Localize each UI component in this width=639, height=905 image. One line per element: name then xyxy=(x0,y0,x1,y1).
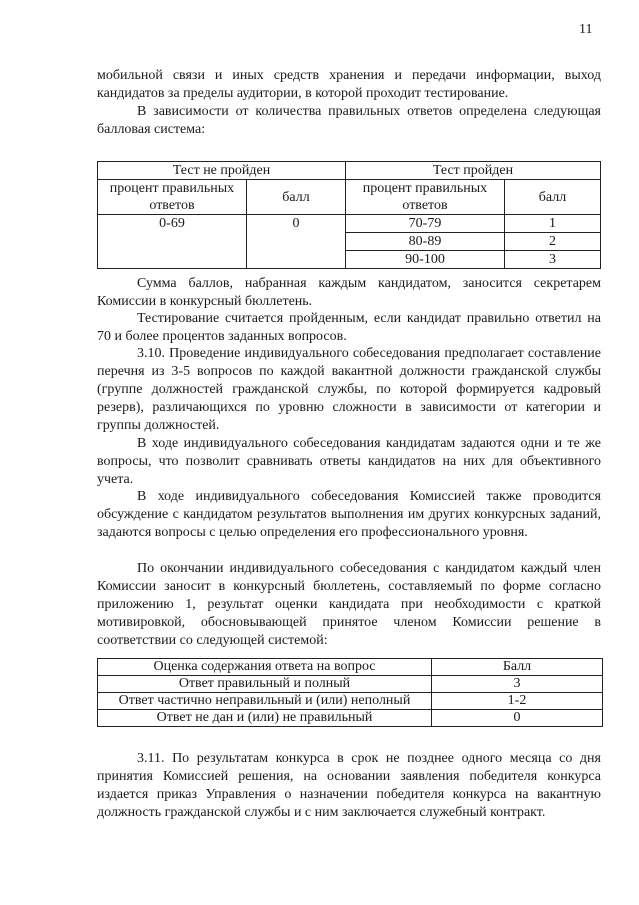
pass-score-header: балл xyxy=(505,180,601,215)
eval-row-score: 1-2 xyxy=(432,693,603,710)
eval-row-label: Ответ не дан и (или) не правильный xyxy=(98,710,432,727)
fail-header: Тест не пройден xyxy=(98,162,346,180)
eval-header-right: Балл xyxy=(432,659,603,676)
fail-pct-header: процент правильных ответов xyxy=(98,180,247,215)
pass-score-value: 3 xyxy=(505,251,601,269)
paragraph-same-questions: В ходе индивидуального собеседования кандидатам задаются одни и те же вопросы, что позволит сравнивать ответы кандидатов на них для объективного учета. xyxy=(97,436,601,487)
score-table xyxy=(97,161,601,269)
eval-row-score: 3 xyxy=(432,676,603,693)
paragraph-3-11: 3.11. По результатам конкурса в срок не позднее одного месяца со дня принятия Комиссией решения, на основании заявления победителя конкурса издается приказ Управления о назначении победителя конкурса на вакантную должность гражданской службы и с ним заключается служебный контракт. xyxy=(97,751,601,820)
eval-row-label: Ответ частично неправильный и (или) неполный xyxy=(98,693,432,710)
page-number: 11 xyxy=(579,22,593,37)
paragraph-sum-of-scores: Сумма баллов, набранная каждым кандидатом, заносится секретарем Комиссии в конкурсный бюллетень. xyxy=(97,276,601,309)
paragraph-continuation: мобильной связи и иных средств хранения и передачи информации, выход кандидатов за пределы аудитории, в которой проходит тестирование. xyxy=(97,68,601,101)
pass-score-value: 1 xyxy=(505,215,601,233)
pass-score-value: 2 xyxy=(505,233,601,251)
paragraph-3-10: 3.10. Проведение индивидуального собеседования предполагает составление перечня из 3-5 вопросов по каждой вакантной должности гражданской службы (группе должностей гражданской службы, по которой формируется кадровый резерв), различающихся по уровню сложности в зависимости от категории и группы должностей. xyxy=(97,346,601,433)
paragraph-score-system-intro: В зависимости от количества правильных ответов определена следующая балловая система: xyxy=(97,104,601,137)
pass-header: Тест пройден xyxy=(346,162,601,180)
evaluation-table xyxy=(97,658,603,727)
paragraph-discussion: В ходе индивидуального собеседования Комиссией также проводится обсуждение с кандидатом результатов выполнения им других конкурсных заданий, задаются вопросы с целью определения его профессионального уровня. xyxy=(97,489,601,540)
pass-pct-value: 70-79 xyxy=(346,215,505,233)
fail-pct-value: 0-69 xyxy=(98,215,247,269)
pass-pct-value: 90-100 xyxy=(346,251,505,269)
fail-score-header: балл xyxy=(247,180,346,215)
eval-row-score: 0 xyxy=(432,710,603,727)
eval-header-left: Оценка содержания ответа на вопрос xyxy=(98,659,432,676)
paragraph-test-passed: Тестирование считается пройденным, если кандидат правильно ответил на 70 и более процентов заданных вопросов. xyxy=(97,311,601,344)
paragraph-evaluation: По окончании индивидуального собеседования с кандидатом каждый член Комиссии заносит в конкурсный бюллетень, составляемый по форме согласно приложению 1, результат оценки кандидата при необходимости с краткой мотивировкой, обосновывающей принятое членом Комиссии решение в соответствии со следующей системой: xyxy=(97,561,601,648)
fail-score-value: 0 xyxy=(247,215,346,269)
eval-row-label: Ответ правильный и полный xyxy=(98,676,432,693)
pass-pct-header: процент правильных ответов xyxy=(346,180,505,215)
pass-pct-value: 80-89 xyxy=(346,233,505,251)
